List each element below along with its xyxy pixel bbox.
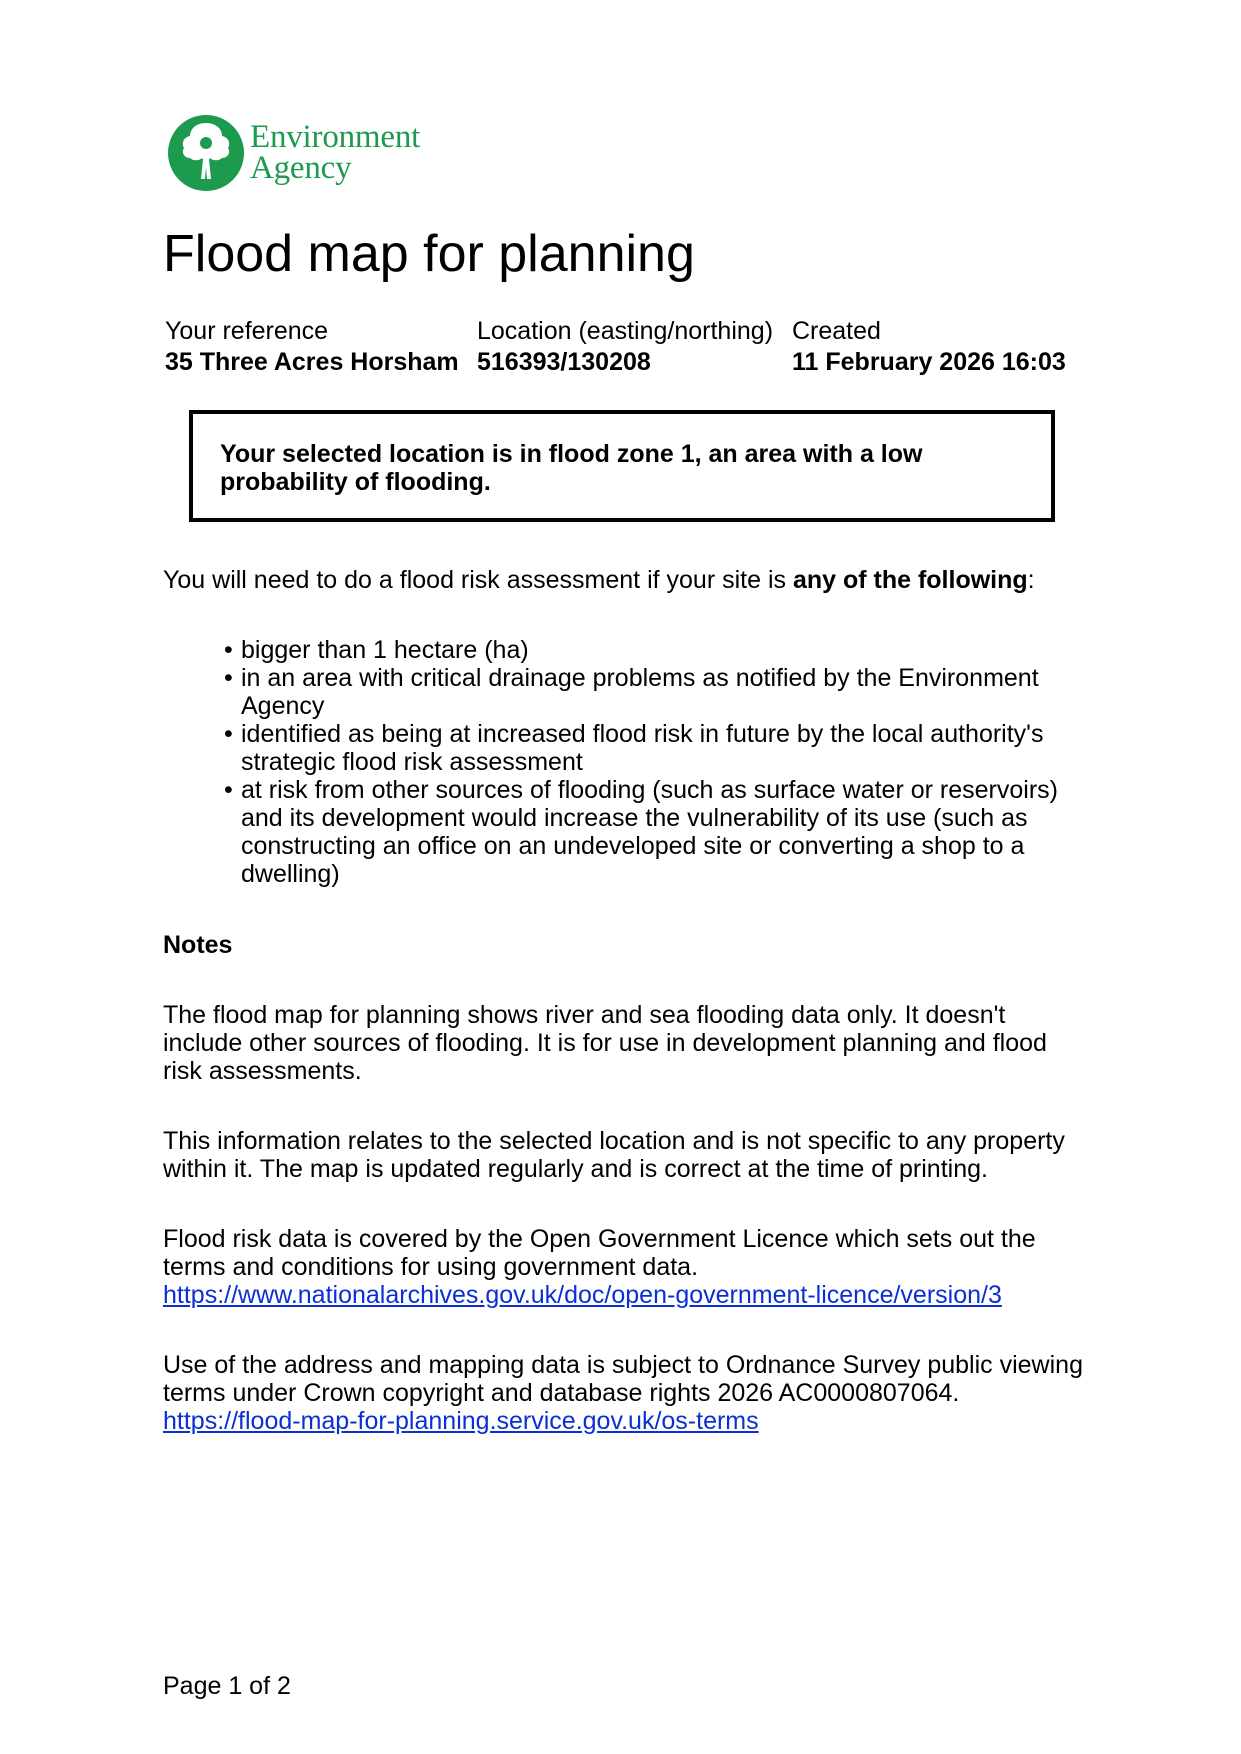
created-value: 11 February 2026 16:03 bbox=[792, 348, 1066, 376]
location-block bbox=[477, 316, 773, 378]
reference-block bbox=[165, 316, 459, 378]
notes-paragraph-location: This information relates to the selected location and is not specific to any property within it. The map is updated regularly and is correct at the time of printing. bbox=[163, 1127, 1065, 1183]
assessment-criteria-list bbox=[224, 636, 1084, 888]
created-block bbox=[792, 316, 1066, 378]
notes-heading: Notes bbox=[163, 931, 233, 959]
os-terms-link[interactable]: https://flood-map-for-planning.service.gov.uk/os-terms bbox=[163, 1407, 759, 1435]
assessment-intro bbox=[163, 565, 1035, 596]
flood-zone-callout bbox=[189, 410, 1055, 522]
list-item: • identified as being at increased flood risk in future by the local authority's strategic flood risk assessment bbox=[224, 720, 1084, 776]
notes-paragraph-licence bbox=[163, 1225, 1083, 1309]
notes-paragraph-scope: The flood map for planning shows river and sea flooding data only. It doesn't include other sources of flooding. It is for use in development planning and flood risk assessments. bbox=[163, 1001, 1047, 1085]
created-label: Created bbox=[792, 317, 881, 345]
os-terms-text: Use of the address and mapping data is subject to Ordnance Survey public viewing terms under Crown copyright and database rights 2026 AC0000807064. bbox=[163, 1351, 1083, 1407]
location-value: 516393/130208 bbox=[477, 348, 651, 376]
environment-agency-tree-figure-icon bbox=[166, 113, 246, 193]
logo-line-2: Agency bbox=[250, 150, 352, 186]
logo-wordmark bbox=[250, 119, 421, 186]
list-item: • in an area with critical drainage problems as notified by the Environment Agency bbox=[224, 664, 1084, 720]
logo-line-1: Environment bbox=[250, 119, 421, 155]
licence-text: Flood risk data is covered by the Open Government Licence which sets out the terms and conditions for using government data. bbox=[163, 1225, 1036, 1281]
page-title: Flood map for planning bbox=[163, 225, 695, 283]
open-government-licence-link[interactable]: https://www.nationalarchives.gov.uk/doc/open-government-licence/version/3 bbox=[163, 1281, 1002, 1309]
environment-agency-logo bbox=[166, 112, 446, 194]
assessment-intro-suffix: : bbox=[1027, 566, 1035, 594]
notes-paragraph-os-terms bbox=[163, 1351, 1083, 1435]
location-label: Location (easting/northing) bbox=[477, 317, 774, 345]
list-item: • bigger than 1 hectare (ha) bbox=[224, 636, 1084, 664]
list-item: • at risk from other sources of flooding (such as surface water or reservoirs) and its development would increase the vulnerability of its use (such as constructing an office on an undeveloped site or converting a shop to a dwelling) bbox=[224, 776, 1084, 888]
page-number: Page 1 of 2 bbox=[163, 1672, 291, 1700]
assessment-intro-emphasis: any of the following bbox=[792, 566, 1028, 594]
reference-value: 35 Three Acres Horsham bbox=[165, 348, 459, 376]
reference-label: Your reference bbox=[165, 317, 329, 345]
flood-zone-text: Your selected location is in flood zone 1, an area with a low probability of flooding. bbox=[220, 440, 923, 496]
assessment-intro-text: You will need to do a flood risk assessment if your site is bbox=[163, 566, 793, 594]
